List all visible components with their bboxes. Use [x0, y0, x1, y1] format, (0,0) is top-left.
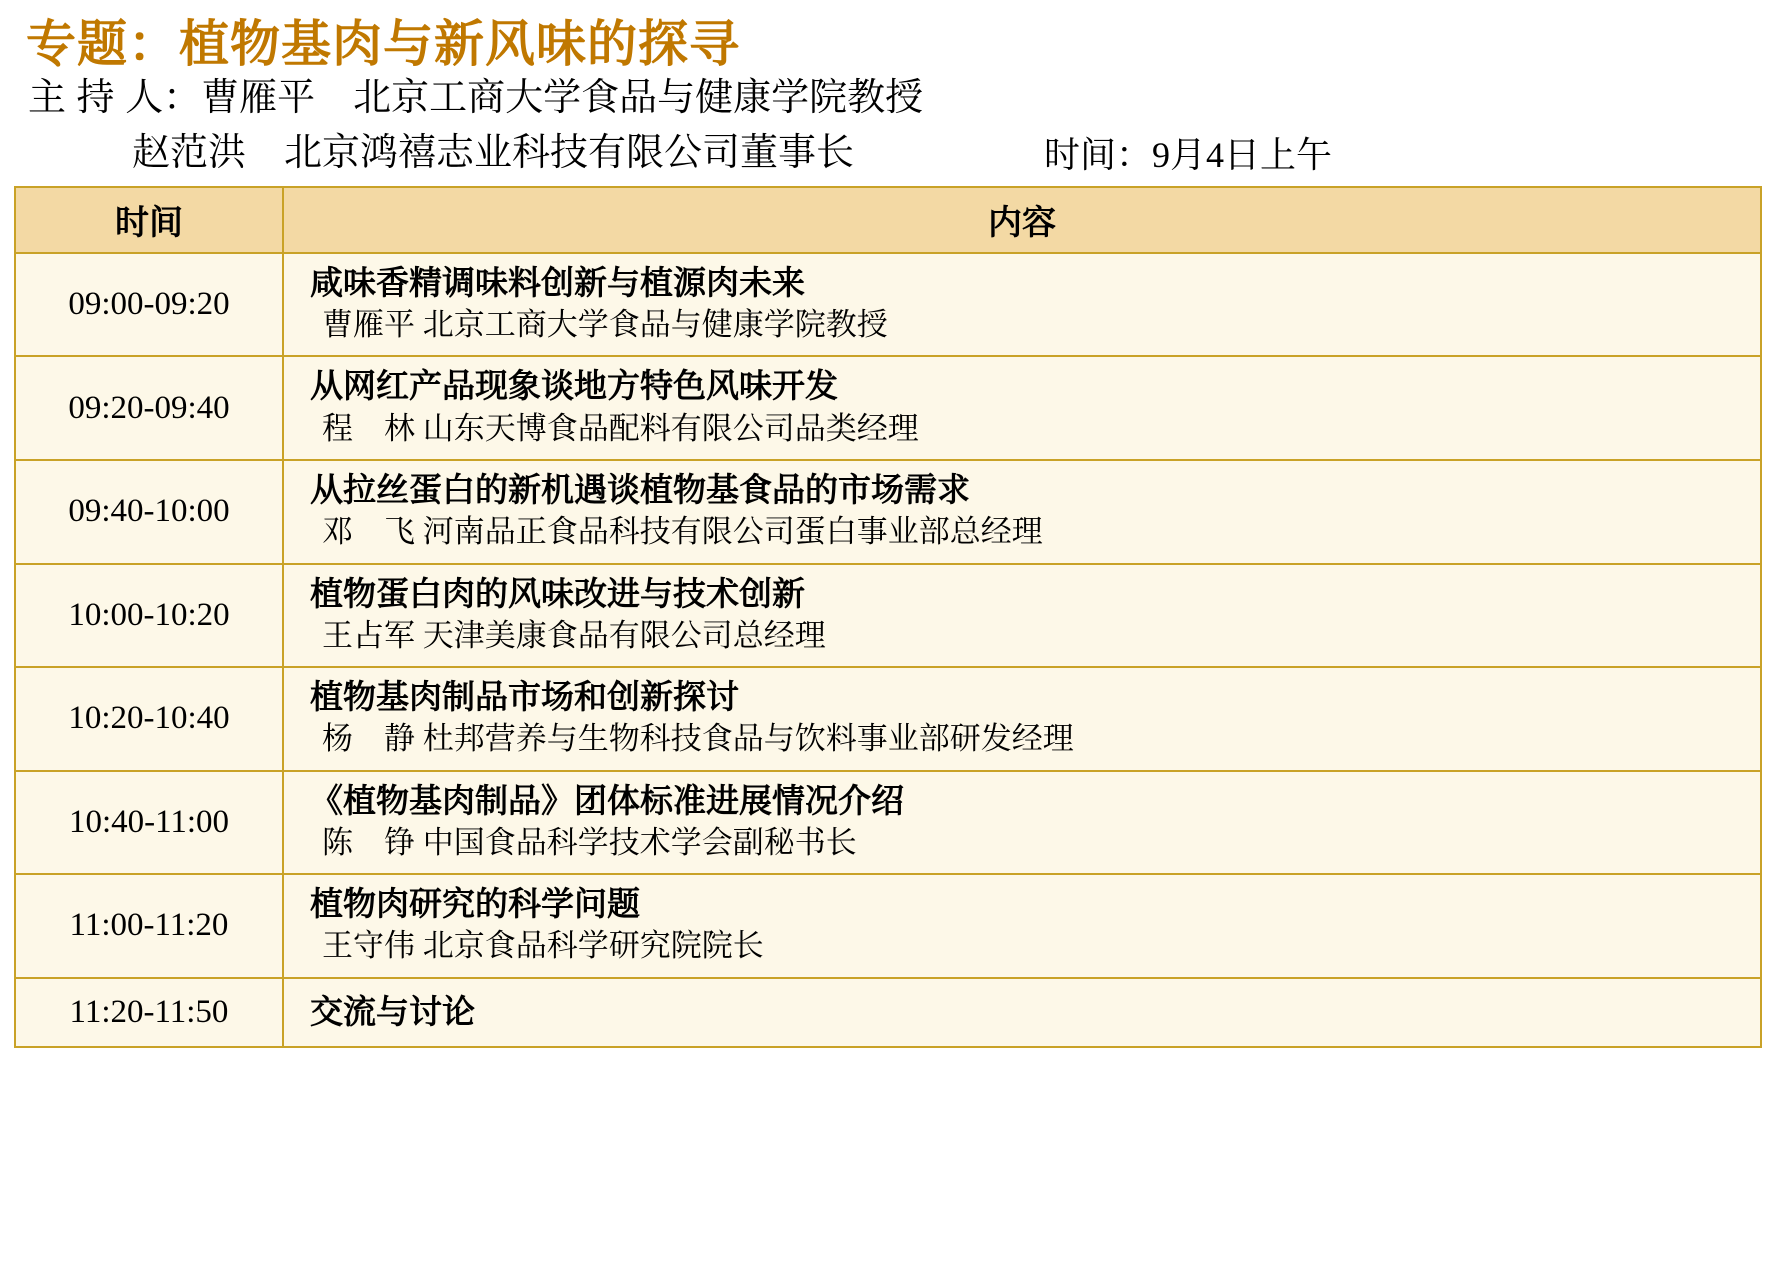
session-speaker: 邓 飞 河南品正食品科技有限公司蛋白事业部总经理	[322, 514, 1043, 550]
session-title: 植物蛋白肉的风味改进与技术创新	[310, 574, 805, 612]
table-row	[15, 874, 1761, 978]
column-header-time: 时间	[15, 187, 283, 253]
row-time: 11:20-11:50	[15, 978, 283, 1047]
session-title: 咸味香精调味料创新与植源肉未来	[310, 263, 805, 301]
session-speaker: 陈 铮 中国食品科学技术学会副秘书长	[322, 824, 857, 860]
row-time: 09:40-10:00	[15, 460, 283, 564]
row-content	[283, 564, 1761, 668]
row-content	[283, 356, 1761, 460]
table-row	[15, 460, 1761, 564]
row-time: 10:00-10:20	[15, 564, 283, 668]
host-line-1: 主 持 人：曹雁平 北京工商大学食品与健康学院教授	[28, 76, 924, 119]
session-speaker: 杨 静 杜邦营养与生物科技食品与饮料事业部研发经理	[322, 721, 1074, 757]
host-row-2	[28, 121, 1762, 176]
session-title: 从拉丝蛋白的新机遇谈植物基食品的市场需求	[310, 470, 970, 508]
table-row	[15, 356, 1761, 460]
row-time: 10:20-10:40	[15, 667, 283, 771]
row-time: 09:20-09:40	[15, 356, 283, 460]
session-title: 植物基肉制品市场和创新探讨	[310, 678, 739, 716]
session-speaker: 曹雁平 北京工商大学食品与健康学院教授	[322, 307, 888, 343]
table-row	[15, 771, 1761, 875]
row-content	[283, 667, 1761, 771]
table-row	[15, 978, 1761, 1047]
row-content	[283, 771, 1761, 875]
table-header-row	[15, 187, 1761, 253]
table-row	[15, 564, 1761, 668]
row-time: 09:00-09:20	[15, 253, 283, 357]
row-content	[283, 978, 1761, 1047]
session-title: 交流与讨论	[310, 992, 475, 1030]
table-row	[15, 253, 1761, 357]
session-title: 从网红产品现象谈地方特色风味开发	[310, 367, 838, 405]
page-title: 专题：植物基肉与新风味的探寻	[26, 16, 740, 72]
session-datetime: 时间：9月4日上午	[1044, 134, 1333, 175]
session-speaker: 王守伟 北京食品科学研究院院长	[322, 928, 764, 964]
session-speaker: 王占军 天津美康食品有限公司总经理	[322, 617, 826, 653]
row-time: 10:40-11:00	[15, 771, 283, 875]
agenda-table	[14, 186, 1762, 1048]
row-content	[283, 874, 1761, 978]
row-content	[283, 253, 1761, 357]
row-content	[283, 460, 1761, 564]
host-line-2: 赵范洪 北京鸿禧志业科技有限公司董事长	[132, 131, 855, 174]
row-time: 11:00-11:20	[15, 874, 283, 978]
column-header-content: 内容	[283, 187, 1761, 253]
session-speaker: 程 林 山东天博食品配料有限公司品类经理	[322, 410, 919, 446]
session-title: 植物肉研究的科学问题	[310, 885, 640, 923]
session-title: 《植物基肉制品》团体标准进展情况介绍	[310, 781, 904, 819]
table-row	[15, 667, 1761, 771]
